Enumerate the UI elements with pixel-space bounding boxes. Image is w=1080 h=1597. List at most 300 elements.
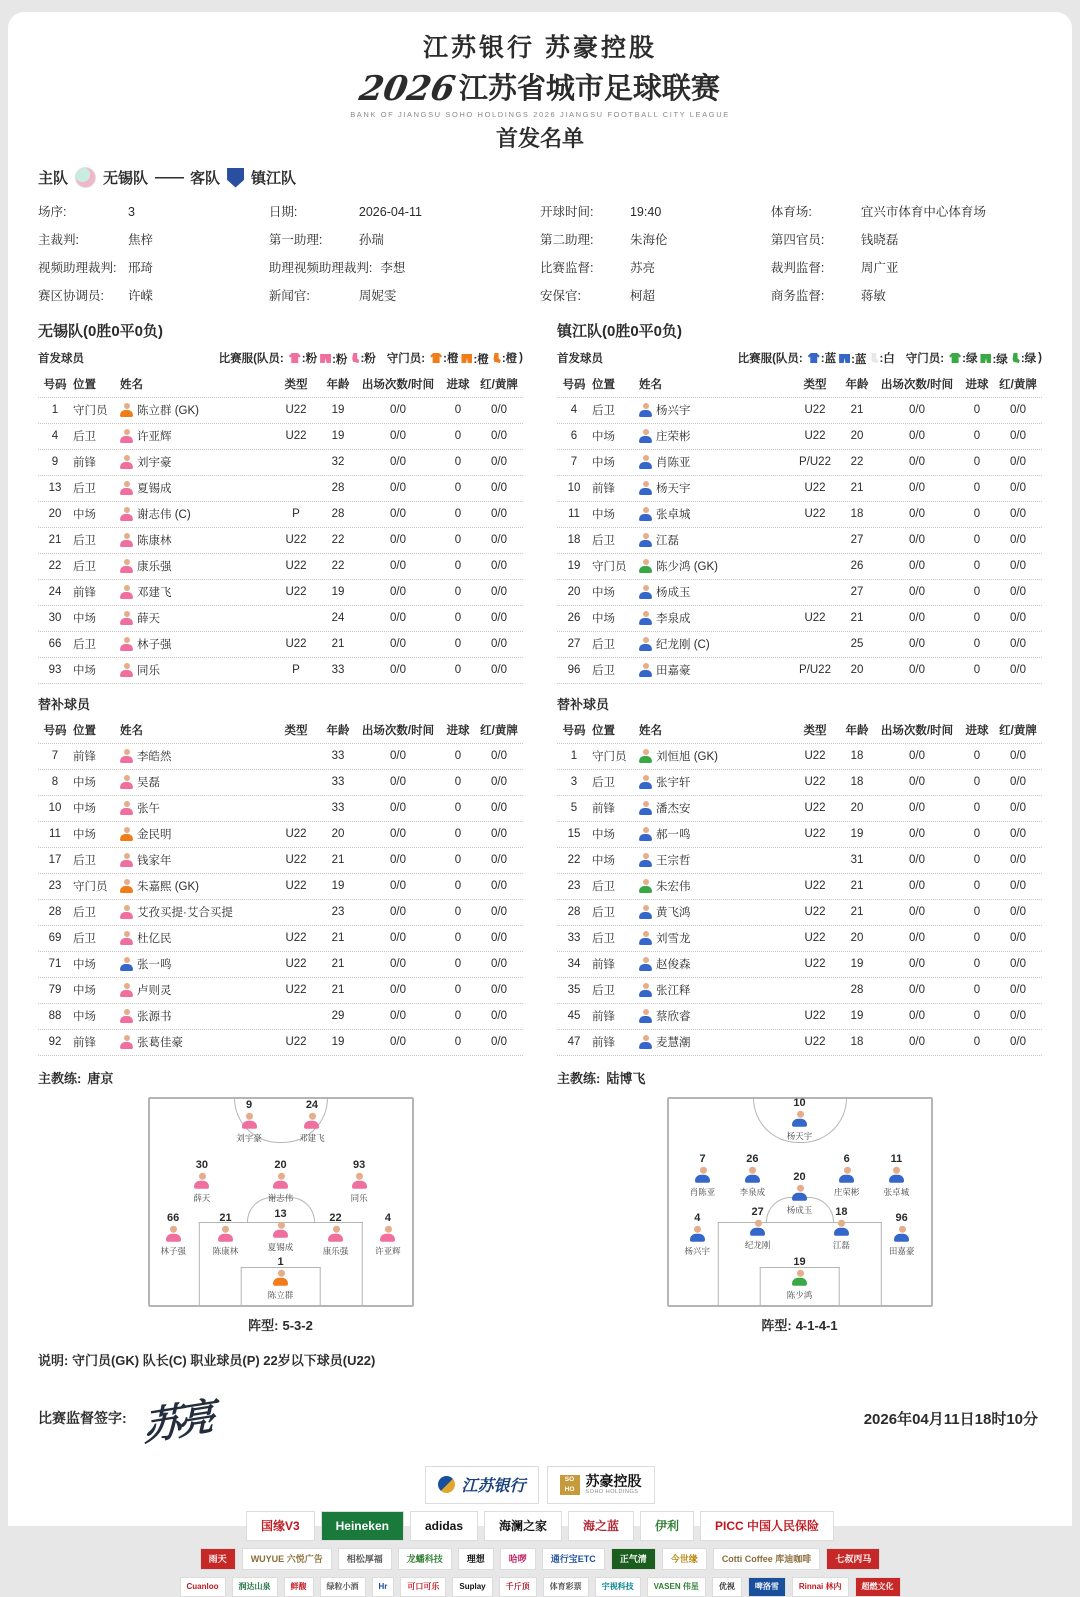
league-name: 江苏省城市足球联赛 <box>458 73 720 105</box>
kit-item <box>350 350 375 366</box>
player-cards: 0/0 <box>491 854 507 866</box>
player-age: 19 <box>331 1036 345 1048</box>
player-apps: 0/0 <box>909 854 925 866</box>
column-header: 号码 <box>562 379 586 391</box>
player-age: 21 <box>850 880 864 892</box>
player-avatar-icon <box>120 801 133 815</box>
column-header: 号码 <box>43 379 67 391</box>
pitch-player-number: 9 <box>245 1098 253 1111</box>
pitch-player-avatar-icon <box>839 1166 854 1182</box>
player-cards: 0/0 <box>491 586 507 598</box>
player-position: 中场 <box>73 509 96 521</box>
column-header: 位置 <box>73 379 96 391</box>
player-position: 前锋 <box>73 751 96 763</box>
player-name-cell <box>639 532 790 548</box>
player-apps: 0/0 <box>390 612 406 624</box>
player-number: 28 <box>567 906 581 918</box>
player-apps: 0/0 <box>909 404 925 416</box>
info-label: 主裁判: <box>38 233 79 247</box>
player-number: 96 <box>567 664 581 676</box>
player-goals: 0 <box>454 586 462 598</box>
pitch-player-avatar-icon <box>750 1220 765 1236</box>
table-row <box>38 900 523 926</box>
player-position: 守门员 <box>73 881 108 893</box>
primary-sponsors <box>38 1466 1042 1504</box>
player-name-cell <box>120 584 271 600</box>
kit-item <box>320 351 347 367</box>
match-sheet-page <box>8 12 1072 1591</box>
column-header: 出场次数/时间 <box>880 379 954 391</box>
player-avatar-icon <box>120 663 133 677</box>
player-avatar-icon <box>120 905 133 919</box>
player-cards: 0/0 <box>491 880 507 892</box>
player-name: 江磊 <box>656 535 679 547</box>
player-apps: 0/0 <box>390 750 406 762</box>
player-cards: 0/0 <box>1010 906 1026 918</box>
match-info-item <box>269 202 540 220</box>
player-apps: 0/0 <box>909 984 925 996</box>
player-position: 后卫 <box>73 561 96 573</box>
player-apps: 0/0 <box>390 880 406 892</box>
home-team-name: 无锡队 <box>103 170 149 187</box>
player-cards: 0/0 <box>1010 664 1026 676</box>
player-type: U22 <box>804 932 826 944</box>
player-apps: 0/0 <box>390 828 406 840</box>
pitch-player-avatar-icon <box>273 1173 288 1189</box>
table-row <box>38 632 523 658</box>
kit-suffix: ) <box>1038 352 1042 365</box>
player-goals: 0 <box>973 1010 981 1022</box>
player-apps: 0/0 <box>909 508 925 520</box>
player-age: 31 <box>850 854 864 866</box>
sponsor-row-4 <box>38 1577 1042 1597</box>
player-goals: 0 <box>973 828 981 840</box>
player-age: 19 <box>850 1010 864 1022</box>
info-label: 日期: <box>268 205 298 219</box>
player-apps: 0/0 <box>390 1010 406 1022</box>
table-row <box>557 770 1042 796</box>
column-header: 号码 <box>43 725 67 737</box>
pitch-player-avatar-icon <box>792 1185 807 1201</box>
player-age: 21 <box>850 482 864 494</box>
bank-of-jiangsu-logo <box>425 1466 538 1504</box>
pitch-player <box>218 1100 280 1143</box>
kit-garment-icon <box>949 353 961 363</box>
info-value: 苏亮 <box>629 261 655 275</box>
pitch-player-number: 21 <box>219 1212 232 1225</box>
starters-label: 首发球员 <box>38 353 84 366</box>
player-number: 35 <box>567 984 581 996</box>
pitch-player-name: 林子强 <box>160 1246 186 1257</box>
column-header: 号码 <box>562 725 586 737</box>
info-value: 19:40 <box>629 205 662 219</box>
player-avatar-icon <box>639 507 652 521</box>
player-type: U22 <box>804 508 826 520</box>
player-goals: 0 <box>454 776 462 788</box>
player-cards: 0/0 <box>491 430 507 442</box>
player-position: 中场 <box>592 431 615 443</box>
player-apps: 0/0 <box>390 664 406 676</box>
kit-color-label: :绿 <box>962 353 978 365</box>
home-kit-line <box>38 350 523 367</box>
pitch-player <box>769 1098 831 1141</box>
player-apps: 0/0 <box>909 482 925 494</box>
player-age: 23 <box>331 906 345 918</box>
player-name-cell <box>120 774 271 790</box>
league-title <box>38 66 1042 109</box>
kit-prefix: 比赛服(队员: <box>218 353 284 366</box>
info-label: 第一助理: <box>268 233 323 247</box>
player-type: U22 <box>804 750 826 762</box>
kit-prefix: 比赛服(队员: <box>737 353 803 366</box>
player-number: 79 <box>48 984 62 996</box>
player-position: 后卫 <box>73 933 96 945</box>
kit-player-items <box>805 350 895 367</box>
soho-subtitle: SOHO HOLDINGS <box>585 1489 639 1496</box>
player-goals: 0 <box>454 430 462 442</box>
kit-info <box>219 350 523 367</box>
table-row <box>557 952 1042 978</box>
player-goals: 0 <box>454 482 462 494</box>
player-name-cell <box>120 1008 271 1024</box>
pitch-player <box>171 1160 233 1203</box>
player-cards: 0/0 <box>1010 750 1026 762</box>
sponsor-chip: 哈啰 <box>500 1548 536 1570</box>
kit-garment-icon <box>430 353 442 363</box>
player-cards: 0/0 <box>1010 430 1026 442</box>
pitch-player-name: 夏锡成 <box>267 1242 294 1253</box>
player-number: 1 <box>51 404 59 416</box>
player-apps: 0/0 <box>390 482 406 494</box>
player-number: 45 <box>567 1010 581 1022</box>
player-cards: 0/0 <box>491 750 507 762</box>
player-type: U22 <box>804 828 826 840</box>
info-label: 比赛监督: <box>539 261 594 275</box>
table-row <box>557 424 1042 450</box>
player-name-cell <box>120 558 271 574</box>
player-age: 27 <box>850 586 864 598</box>
pitch-player-name: 康乐强 <box>322 1246 349 1257</box>
column-header: 姓名 <box>120 725 143 737</box>
sponsor-chip: Cuanloo <box>180 1577 226 1597</box>
coach-label: 主教练: <box>557 1070 601 1086</box>
table-row <box>557 528 1042 554</box>
player-cards: 0/0 <box>1010 880 1026 892</box>
kit-color-label: :粉 <box>301 353 318 365</box>
table-row <box>557 580 1042 606</box>
coach-name: 唐京 <box>87 1070 114 1086</box>
sponsor-chip: 理想 <box>458 1548 494 1570</box>
column-header: 年龄 <box>326 725 350 737</box>
kit-item <box>839 351 866 367</box>
info-label: 视频助理裁判: <box>38 261 117 275</box>
player-cards: 0/0 <box>1010 482 1026 494</box>
table-row <box>38 450 523 476</box>
player-name-cell <box>120 480 271 496</box>
match-info-item <box>771 230 1042 248</box>
player-position: 前锋 <box>592 483 615 495</box>
player-age: 19 <box>331 880 345 892</box>
player-age: 29 <box>331 1010 345 1022</box>
pitch-player-number: 30 <box>195 1158 209 1171</box>
table-row <box>38 952 523 978</box>
player-apps: 0/0 <box>390 508 406 520</box>
player-avatar-icon <box>639 957 652 971</box>
player-apps: 0/0 <box>909 828 925 840</box>
pitch-player-name: 谢志伟 <box>267 1192 294 1203</box>
player-number: 34 <box>567 958 581 970</box>
pitch-player-avatar-icon <box>304 1113 319 1129</box>
player-name-cell <box>639 454 790 470</box>
player-goals: 0 <box>973 776 981 788</box>
player-name-cell <box>639 506 790 522</box>
column-header: 红/黄牌 <box>480 725 518 737</box>
player-number: 66 <box>48 638 62 650</box>
player-apps: 0/0 <box>390 560 406 572</box>
kit-player-items <box>286 350 376 367</box>
player-number: 10 <box>567 482 581 494</box>
player-avatar-icon <box>120 879 133 893</box>
player-apps: 0/0 <box>909 750 925 762</box>
player-position: 中场 <box>73 613 96 625</box>
player-age: 28 <box>331 482 345 494</box>
pitch-player-number: 22 <box>329 1212 342 1225</box>
pitch-player-name: 邓建飞 <box>299 1132 325 1143</box>
player-name-cell <box>120 878 271 894</box>
pitch-player-number: 10 <box>793 1096 806 1109</box>
player-name-cell <box>639 800 790 816</box>
player-position: 后卫 <box>73 855 96 867</box>
pitch-player-avatar-icon <box>242 1113 257 1129</box>
player-type: U22 <box>804 880 826 892</box>
pitch-player-name: 江磊 <box>832 1240 850 1251</box>
kit-color-label: :蓝 <box>851 353 867 366</box>
player-avatar-icon <box>639 585 652 599</box>
table-row <box>38 874 523 900</box>
table-header-row <box>557 718 1042 744</box>
away-formation-line <box>557 1315 1042 1334</box>
table-row <box>557 848 1042 874</box>
player-number: 22 <box>48 560 62 572</box>
kit-garment-icon <box>320 354 331 363</box>
player-goals: 0 <box>454 664 462 676</box>
player-age: 24 <box>331 612 345 624</box>
column-header: 进球 <box>965 725 989 737</box>
table-row <box>38 658 523 684</box>
player-name: 刘恒旭 (GK) <box>656 751 718 763</box>
player-position: 守门员 <box>73 405 108 417</box>
player-name-cell <box>120 532 271 548</box>
player-type: U22 <box>804 482 826 494</box>
info-label: 体育场: <box>770 205 812 219</box>
player-age: 21 <box>850 404 864 416</box>
sponsor-chip: Suplay <box>452 1577 492 1597</box>
player-name: 谢志伟 (C) <box>137 509 191 521</box>
player-name: 康乐强 <box>137 561 172 573</box>
player-name-cell <box>639 662 790 678</box>
sponsor-chip: Cotti Coffee 库迪咖啡 <box>713 1548 821 1570</box>
player-position: 前锋 <box>592 959 615 971</box>
info-value: 3 <box>128 205 135 219</box>
home-starters-table <box>38 372 523 684</box>
player-goals: 0 <box>454 612 462 624</box>
away-team-name: 镇江队 <box>251 170 297 187</box>
player-name-cell <box>639 878 790 894</box>
player-age: 19 <box>331 586 345 598</box>
kit-gk-prefix: 守门员: <box>386 353 426 366</box>
sheet-datetime: 2026年04月11日18时10分 <box>863 1410 1038 1428</box>
sponsor-chip: VASEN 伟星 <box>647 1577 706 1597</box>
table-row <box>38 398 523 424</box>
pitch-player-name: 田嘉豪 <box>888 1246 915 1257</box>
player-number: 15 <box>567 828 581 840</box>
player-number: 4 <box>570 404 578 416</box>
player-name: 李皓然 <box>137 751 172 763</box>
player-position: 中场 <box>73 985 96 997</box>
table-header-row <box>38 718 523 744</box>
kit-garment-icon <box>350 353 359 363</box>
player-avatar-icon <box>639 1009 652 1023</box>
pitch-player-avatar-icon <box>889 1166 904 1182</box>
column-header: 进球 <box>446 379 470 391</box>
sponsor-chip: Rinnai 林内 <box>792 1577 849 1597</box>
player-name-cell <box>120 1034 271 1050</box>
player-position: 中场 <box>592 613 615 625</box>
player-cards: 0/0 <box>1010 1036 1026 1048</box>
pitch-player-name: 张卓城 <box>883 1186 910 1197</box>
player-avatar-icon <box>639 749 652 763</box>
player-age: 32 <box>331 456 345 468</box>
player-name: 邓建飞 <box>137 587 172 599</box>
table-row <box>38 554 523 580</box>
player-type: U22 <box>285 430 307 442</box>
player-name: 艾孜买提·艾合买提 <box>137 907 233 919</box>
sponsor-chip: WUYUE 六悦广告 <box>242 1548 332 1570</box>
player-goals: 0 <box>973 482 981 494</box>
pitch-player-name: 许亚辉 <box>375 1246 401 1257</box>
player-cards: 0/0 <box>1010 586 1026 598</box>
player-cards: 0/0 <box>491 560 507 572</box>
home-formation-pitch <box>148 1097 414 1307</box>
player-goals: 0 <box>454 404 462 416</box>
player-number: 28 <box>48 906 62 918</box>
formation-label: 阵型: <box>248 1317 279 1333</box>
player-number: 22 <box>567 854 581 866</box>
sponsor-chip: 雨天 <box>200 1548 236 1570</box>
table-row <box>557 502 1042 528</box>
player-name-cell <box>120 904 271 920</box>
pitch-player-avatar-icon <box>273 1222 288 1238</box>
legend-note: 说明: 守门员(GK) 队长(C) 职业球员(P) 22岁以下球员(U22) <box>38 1352 376 1368</box>
pitch-player-number: 19 <box>793 1255 806 1268</box>
player-age: 18 <box>850 508 864 520</box>
match-info-item <box>269 230 540 248</box>
player-apps: 0/0 <box>909 638 925 650</box>
player-position: 后卫 <box>592 777 615 789</box>
player-name-cell <box>639 584 790 600</box>
column-header: 红/黄牌 <box>480 379 518 391</box>
player-number: 20 <box>567 586 581 598</box>
player-name-cell <box>639 826 790 842</box>
away-team-section <box>557 320 1042 1334</box>
player-position: 前锋 <box>73 1037 96 1049</box>
player-position: 中场 <box>592 457 615 469</box>
player-age: 33 <box>331 802 345 814</box>
player-goals: 0 <box>454 984 462 996</box>
pitch-player-number: 93 <box>352 1158 366 1171</box>
player-apps: 0/0 <box>909 586 925 598</box>
player-type: U22 <box>804 958 826 970</box>
player-position: 后卫 <box>592 907 615 919</box>
column-header: 进球 <box>446 725 470 737</box>
player-name: 朱宏伟 <box>656 881 691 893</box>
player-cards: 0/0 <box>491 932 507 944</box>
player-apps: 0/0 <box>390 456 406 468</box>
player-goals: 0 <box>973 854 981 866</box>
player-name: 张一鸣 <box>137 959 172 971</box>
player-name: 庄荣彬 <box>656 431 691 443</box>
player-goals: 0 <box>973 1036 981 1048</box>
player-age: 33 <box>331 776 345 788</box>
player-position: 守门员 <box>592 561 627 573</box>
player-position: 中场 <box>73 959 96 971</box>
player-name: 张源书 <box>137 1011 172 1023</box>
column-header: 类型 <box>284 379 308 391</box>
player-goals: 0 <box>454 560 462 572</box>
formation-value: 4-1-4-1 <box>795 1317 838 1333</box>
player-goals: 0 <box>454 828 462 840</box>
table-row <box>557 450 1042 476</box>
player-cards: 0/0 <box>1010 560 1026 572</box>
player-avatar-icon <box>639 1035 652 1049</box>
player-apps: 0/0 <box>390 586 406 598</box>
info-label: 商务监督: <box>770 289 825 303</box>
pitch-player-number: 7 <box>699 1152 706 1165</box>
pitch-player-avatar-icon <box>894 1226 909 1242</box>
kit-item <box>808 350 836 366</box>
match-info-item <box>771 258 1042 276</box>
team-columns <box>38 320 1042 1334</box>
player-position: 后卫 <box>592 881 615 893</box>
player-number: 93 <box>48 664 62 676</box>
player-avatar-icon <box>639 429 652 443</box>
info-value: 许嵘 <box>128 289 154 303</box>
pitch-player-number: 1 <box>277 1255 284 1268</box>
player-age: 21 <box>331 958 345 970</box>
player-name: 陈立群 (GK) <box>137 405 199 417</box>
player-type: P <box>292 508 300 520</box>
player-apps: 0/0 <box>909 1036 925 1048</box>
player-name: 许亚辉 <box>137 431 172 443</box>
player-position: 中场 <box>73 803 96 815</box>
player-name: 赵俊森 <box>656 959 691 971</box>
player-goals: 0 <box>454 802 462 814</box>
player-cards: 0/0 <box>491 1036 507 1048</box>
table-row <box>557 900 1042 926</box>
column-header: 进球 <box>965 379 989 391</box>
table-row <box>557 606 1042 632</box>
player-apps: 0/0 <box>390 404 406 416</box>
player-name: 田嘉豪 <box>656 665 691 677</box>
player-name: 金民明 <box>137 829 172 841</box>
player-name: 李泉成 <box>656 613 691 625</box>
player-position: 前锋 <box>592 803 615 815</box>
sponsor-chip: 今世缘 <box>662 1548 707 1570</box>
player-goals: 0 <box>973 560 981 572</box>
signature-row <box>38 1391 1042 1450</box>
player-name-cell <box>639 1008 790 1024</box>
pitch-player-number: 26 <box>746 1152 759 1165</box>
